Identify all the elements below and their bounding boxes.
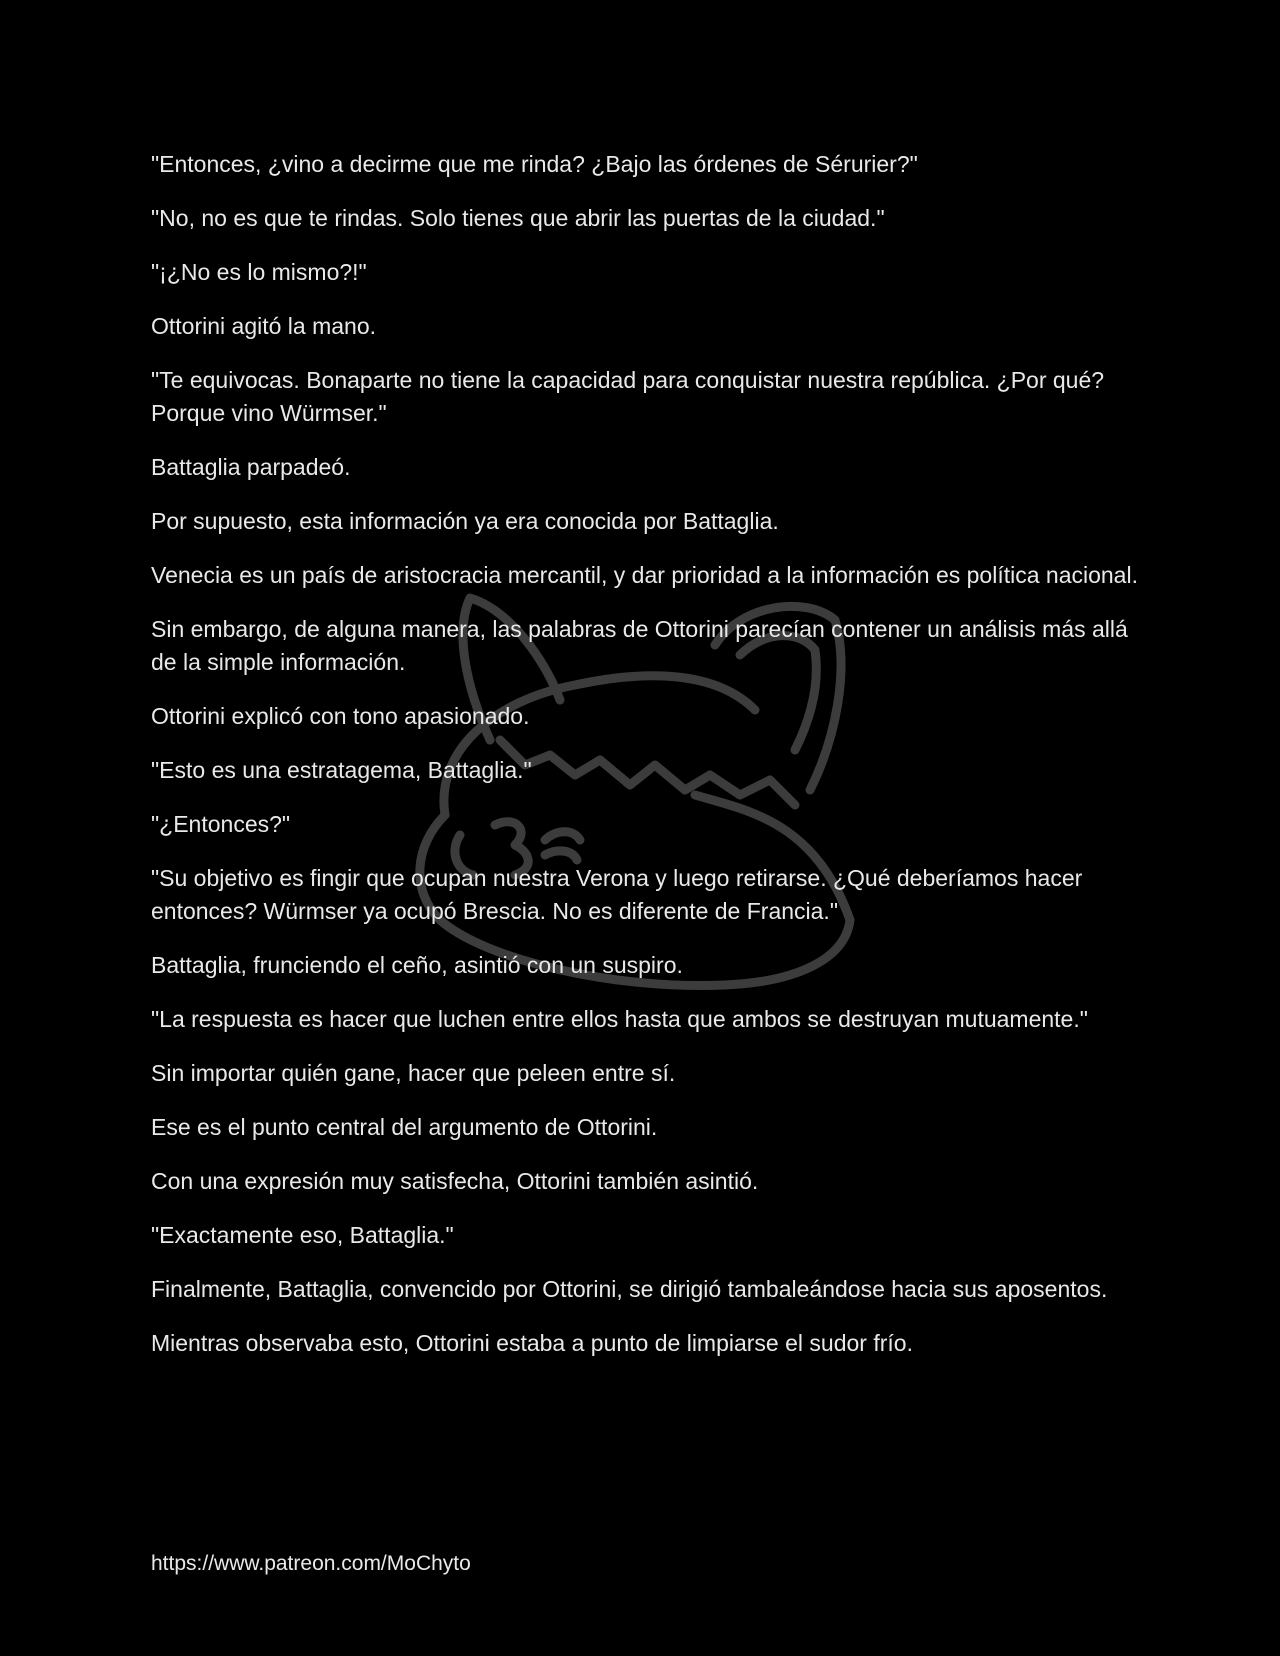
paragraph: Battaglia, frunciendo el ceño, asintió con un suspiro.: [151, 952, 683, 978]
paragraph: Finalmente, Battaglia, convencido por Ottorini, se dirigió tambaleándose hacia sus aposentos.: [151, 1276, 1108, 1302]
paragraph: Battaglia parpadeó.: [151, 454, 351, 480]
paragraph: Venecia es un país de aristocracia mercantil, y dar prioridad a la información es política nacional.: [151, 562, 1138, 588]
paragraph: "No, no es que te rindas. Solo tienes que abrir las puertas de la ciudad.": [151, 205, 885, 231]
patreon-link[interactable]: https://www.patreon.com/MoChyto: [151, 1552, 471, 1575]
paragraph: "La respuesta es hacer que luchen entre ellos hasta que ambos se destruyan mutuamente.": [151, 1006, 1088, 1032]
paragraph: Mientras observaba esto, Ottorini estaba a punto de limpiarse el sudor frío.: [151, 1330, 913, 1356]
paragraph: Por supuesto, esta información ya era conocida por Battaglia.: [151, 508, 779, 534]
document-body: [151, 148, 1141, 1381]
paragraph: Sin embargo, de alguna manera, las palabras de Ottorini parecían contener un análisis más allá de la simple información.: [151, 616, 1128, 675]
paragraph: "Exactamente eso, Battaglia.": [151, 1222, 454, 1248]
paragraph: "Te equivocas. Bonaparte no tiene la capacidad para conquistar nuestra república. ¿Por qué? Porque vino Würmser.": [151, 367, 1105, 426]
paragraph: Ese es el punto central del argumento de Ottorini.: [151, 1114, 658, 1140]
paragraph: "Su objetivo es fingir que ocupan nuestra Verona y luego retirarse. ¿Qué deberíamos hacer entonces? Würmser ya ocupó Brescia. No es diferente de Francia.": [151, 865, 1083, 924]
paragraph: "Esto es una estratagema, Battaglia.": [151, 757, 532, 783]
paragraph: "¿Entonces?": [151, 811, 291, 837]
paragraph: Con una expresión muy satisfecha, Ottorini también asintió.: [151, 1168, 759, 1194]
paragraph: "Entonces, ¿vino a decirme que me rinda? ¿Bajo las órdenes de Sérurier?": [151, 151, 918, 177]
paragraph: "¡¿No es lo mismo?!": [151, 259, 367, 285]
paragraph: Ottorini explicó con tono apasionado.: [151, 703, 530, 729]
paragraph: Ottorini agitó la mano.: [151, 313, 377, 339]
paragraph: Sin importar quién gane, hacer que peleen entre sí.: [151, 1060, 676, 1086]
